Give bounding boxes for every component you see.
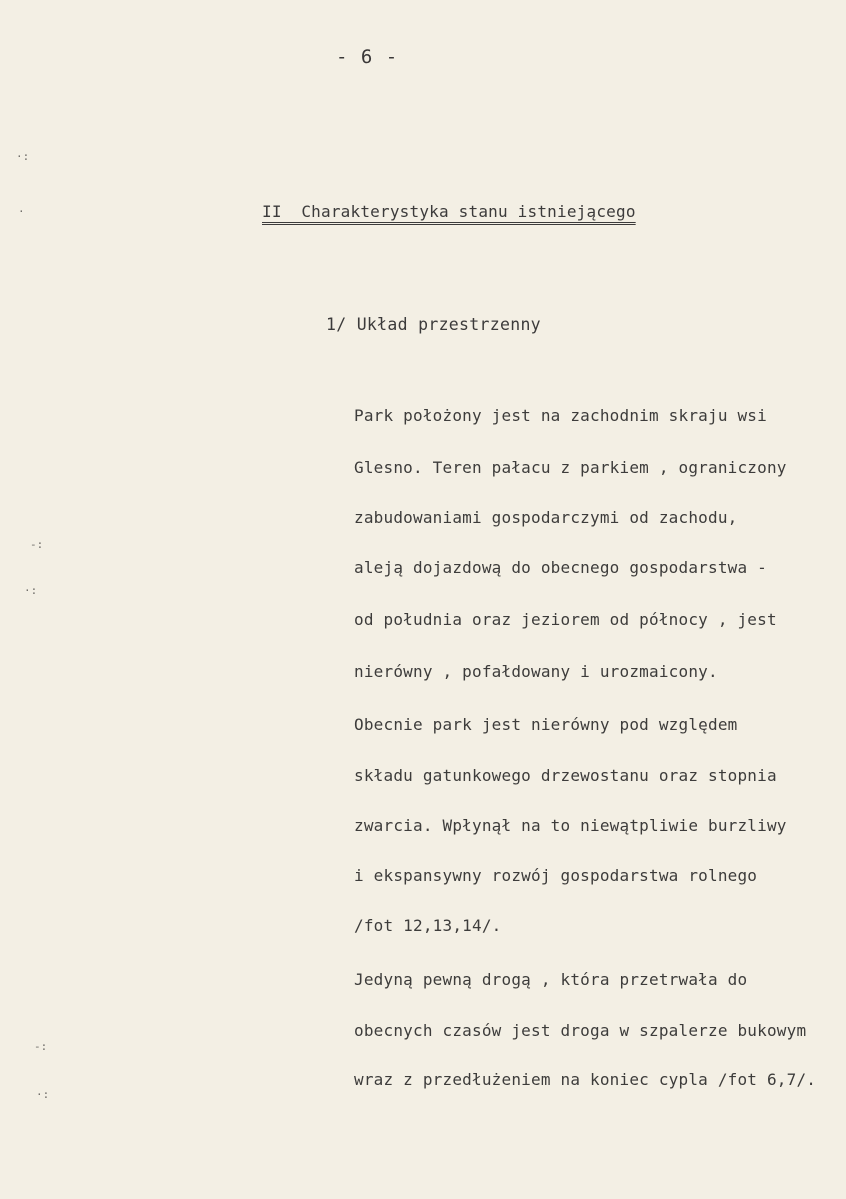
paragraph-line: nierówny , pofałdowany i urozmaicony. [354,662,718,681]
margin-mark: ·: [16,150,30,163]
chapter-heading: II Charakterystyka stanu istniejącego [262,202,636,221]
paragraph-line: i ekspansywny rozwój gospodarstwa rolnego [354,866,758,885]
page-number: - 6 - [336,46,399,68]
paragraph-line: Obecnie park jest nierówny pod względem [354,715,738,734]
paragraph-line: od południa oraz jeziorem od północy , jest [354,610,777,629]
paragraph-line: aleją dojazdową do obecnego gospodarstwa - [354,558,767,577]
margin-mark: ·: [36,1088,50,1101]
margin-mark: ·: [24,584,38,597]
paragraph-line: zabudowaniami gospodarczymi od zachodu, [354,508,738,527]
paragraph-line: Park położony jest na zachodnim skraju wsi [354,406,767,425]
margin-mark: -: [34,1040,48,1053]
paragraph-line: obecnych czasów jest droga w szpalerze bukowym [354,1021,807,1040]
section-heading: 1/ Układ przestrzenny [326,315,541,334]
paragraph-line: składu gatunkowego drzewostanu oraz stopnia [354,766,777,785]
paragraph-line: /fot 12,13,14/. [354,916,502,935]
margin-mark: -: [30,538,44,551]
paragraph-line: Glesno. Teren pałacu z parkiem , ograniczony [354,458,787,477]
paragraph-line: Jedyną pewną drogą , która przetrwała do [354,970,748,989]
paragraph-line: zwarcia. Wpłynął na to niewątpliwie burzliwy [354,816,787,835]
paragraph-line: wraz z przedłużeniem na koniec cypla /fot 6,7/. [354,1070,817,1089]
margin-mark: · [18,205,25,218]
